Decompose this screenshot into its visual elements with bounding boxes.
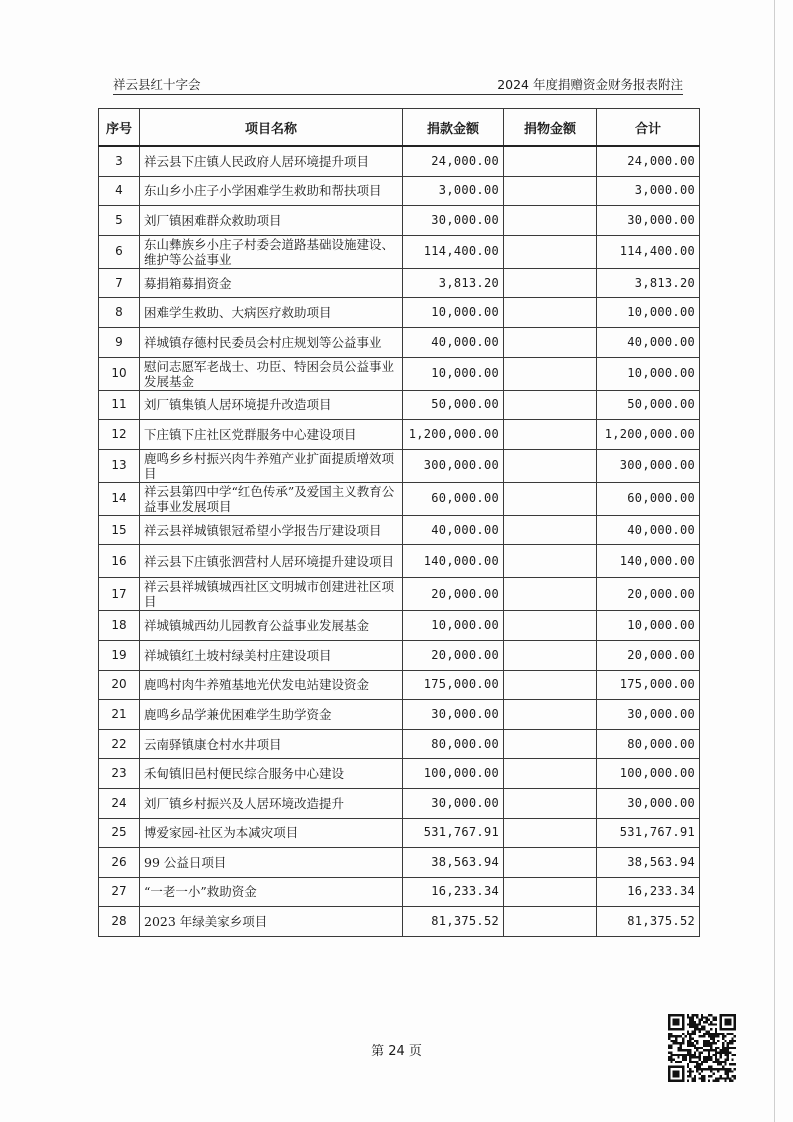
row-number: 12 [99,420,140,450]
table-row [99,818,700,848]
total-amount: 30,000.00 [597,206,700,236]
goods-amount [504,611,597,641]
row-number: 26 [99,848,140,878]
cash-amount: 30,000.00 [403,206,504,236]
col-header-goods: 捐物金额 [504,109,597,147]
total-amount: 3,813.20 [597,268,700,298]
goods-amount [504,176,597,206]
goods-amount [504,578,597,611]
project-name: 东山彝族乡小庄子村委会道路基础设施建设、维护等公益事业 [140,235,403,268]
goods-amount [504,848,597,878]
project-name: 祥云县第四中学“红色传承”及爱国主义教育公益事业发展项目 [140,482,403,515]
row-number: 14 [99,482,140,515]
project-name: 慰问志愿军老战士、功臣、特困会员公益事业发展基金 [140,357,403,390]
goods-amount [504,515,597,545]
project-name: 祥城镇红土坡村绿美村庄建设项目 [140,640,403,670]
total-amount: 300,000.00 [597,449,700,482]
cash-amount: 38,563.94 [403,848,504,878]
total-amount: 40,000.00 [597,327,700,357]
row-number: 18 [99,611,140,641]
total-amount: 140,000.00 [597,545,700,578]
table-row [99,206,700,236]
table-row [99,146,700,176]
project-name: 博爱家园-社区为本减灾项目 [140,818,403,848]
row-number: 8 [99,298,140,328]
row-number: 21 [99,700,140,730]
cash-amount: 531,767.91 [403,818,504,848]
table-row [99,515,700,545]
goods-amount [504,818,597,848]
table-row [99,390,700,420]
table-header-row [99,109,700,147]
total-amount: 114,400.00 [597,235,700,268]
row-number: 20 [99,670,140,700]
table-row [99,578,700,611]
scan-edge-line [774,0,775,1122]
table-row [99,176,700,206]
table-row [99,449,700,482]
cash-amount: 40,000.00 [403,327,504,357]
row-number: 17 [99,578,140,611]
cash-amount: 10,000.00 [403,357,504,390]
goods-amount [504,729,597,759]
total-amount: 38,563.94 [597,848,700,878]
cash-amount: 10,000.00 [403,611,504,641]
row-number: 3 [99,146,140,176]
table-row [99,235,700,268]
table-row [99,729,700,759]
table-row [99,848,700,878]
table-row [99,545,700,578]
project-name: 东山乡小庄子小学困难学生救助和帮扶项目 [140,176,403,206]
project-name: 募捐箱募捐资金 [140,268,403,298]
row-number: 19 [99,640,140,670]
row-number: 13 [99,449,140,482]
cash-amount: 40,000.00 [403,515,504,545]
project-name: 祥云县祥城镇银冠希望小学报告厅建设项目 [140,515,403,545]
goods-amount [504,390,597,420]
project-name: 鹿鸣乡乡村振兴肉牛养殖产业扩面提质增效项目 [140,449,403,482]
row-number: 15 [99,515,140,545]
goods-amount [504,298,597,328]
col-header-no: 序号 [99,109,140,147]
total-amount: 10,000.00 [597,357,700,390]
goods-amount [504,788,597,818]
goods-amount [504,670,597,700]
row-number: 23 [99,759,140,789]
total-amount: 60,000.00 [597,482,700,515]
cash-amount: 30,000.00 [403,788,504,818]
total-amount: 10,000.00 [597,298,700,328]
project-name: 刘厂镇困难群众救助项目 [140,206,403,236]
table-row [99,700,700,730]
project-name: 祥云县下庄镇人民政府人居环境提升项目 [140,146,403,176]
row-number: 11 [99,390,140,420]
project-name: 云南驿镇康仓村水井项目 [140,729,403,759]
project-name: 困难学生救助、大病医疗救助项目 [140,298,403,328]
table-row [99,268,700,298]
project-name: 下庄镇下庄社区党群服务中心建设项目 [140,420,403,450]
page-header [113,72,683,95]
row-number: 16 [99,545,140,578]
table-row [99,788,700,818]
cash-amount: 50,000.00 [403,390,504,420]
row-number: 22 [99,729,140,759]
row-number: 10 [99,357,140,390]
project-name: 祥云县祥城镇城西社区文明城市创建进社区项目 [140,578,403,611]
row-number: 4 [99,176,140,206]
project-name: 祥城镇存德村民委员会村庄规划等公益事业 [140,327,403,357]
project-name: 祥云县下庄镇张泗营村人居环境提升建设项目 [140,545,403,578]
cash-amount: 140,000.00 [403,545,504,578]
project-name: 禾甸镇旧邑村便民综合服务中心建设 [140,759,403,789]
total-amount: 16,233.34 [597,877,700,907]
table-row [99,670,700,700]
col-header-name: 项目名称 [140,109,403,147]
cash-amount: 30,000.00 [403,700,504,730]
cash-amount: 20,000.00 [403,640,504,670]
cash-amount: 81,375.52 [403,907,504,937]
row-number: 27 [99,877,140,907]
col-header-total: 合计 [597,109,700,147]
project-name: 刘厂镇集镇人居环境提升改造项目 [140,390,403,420]
donation-table [98,108,700,937]
total-amount: 81,375.52 [597,907,700,937]
goods-amount [504,420,597,450]
total-amount: 50,000.00 [597,390,700,420]
total-amount: 175,000.00 [597,670,700,700]
goods-amount [504,482,597,515]
table-row [99,611,700,641]
table-row [99,298,700,328]
qr-code-icon [668,1014,736,1082]
row-number: 25 [99,818,140,848]
table-row [99,327,700,357]
goods-amount [504,545,597,578]
table-row [99,357,700,390]
table-row [99,420,700,450]
cash-amount: 300,000.00 [403,449,504,482]
goods-amount [504,907,597,937]
row-number: 9 [99,327,140,357]
row-number: 6 [99,235,140,268]
row-number: 24 [99,788,140,818]
project-name: 99 公益日项目 [140,848,403,878]
goods-amount [504,759,597,789]
col-header-cash: 捐款金额 [403,109,504,147]
goods-amount [504,327,597,357]
table-row [99,482,700,515]
project-name: 鹿鸣村肉牛养殖基地光伏发电站建设资金 [140,670,403,700]
total-amount: 3,000.00 [597,176,700,206]
cash-amount: 114,400.00 [403,235,504,268]
page-number: 第 24 页 [371,1044,422,1059]
total-amount: 30,000.00 [597,788,700,818]
project-name: “一老一小”救助资金 [140,877,403,907]
cash-amount: 3,813.20 [403,268,504,298]
cash-amount: 16,233.34 [403,877,504,907]
total-amount: 24,000.00 [597,146,700,176]
goods-amount [504,206,597,236]
goods-amount [504,146,597,176]
row-number: 7 [99,268,140,298]
goods-amount [504,235,597,268]
table-row [99,907,700,937]
project-name: 2023 年绿美家乡项目 [140,907,403,937]
goods-amount [504,268,597,298]
row-number: 28 [99,907,140,937]
cash-amount: 10,000.00 [403,298,504,328]
table-row [99,759,700,789]
goods-amount [504,640,597,670]
project-name: 祥城镇城西幼儿园教育公益事业发展基金 [140,611,403,641]
total-amount: 30,000.00 [597,700,700,730]
project-name: 刘厂镇乡村振兴及人居环境改造提升 [140,788,403,818]
cash-amount: 3,000.00 [403,176,504,206]
goods-amount [504,700,597,730]
total-amount: 80,000.00 [597,729,700,759]
cash-amount: 80,000.00 [403,729,504,759]
total-amount: 20,000.00 [597,640,700,670]
cash-amount: 24,000.00 [403,146,504,176]
cash-amount: 100,000.00 [403,759,504,789]
total-amount: 1,200,000.00 [597,420,700,450]
cash-amount: 60,000.00 [403,482,504,515]
table-row [99,877,700,907]
total-amount: 531,767.91 [597,818,700,848]
goods-amount [504,877,597,907]
total-amount: 40,000.00 [597,515,700,545]
total-amount: 100,000.00 [597,759,700,789]
total-amount: 10,000.00 [597,611,700,641]
row-number: 5 [99,206,140,236]
project-name: 鹿鸣乡品学兼优困难学生助学资金 [140,700,403,730]
cash-amount: 175,000.00 [403,670,504,700]
cash-amount: 20,000.00 [403,578,504,611]
goods-amount [504,357,597,390]
goods-amount [504,449,597,482]
cash-amount: 1,200,000.00 [403,420,504,450]
header-organization: 祥云县红十字会 [113,77,201,92]
total-amount: 20,000.00 [597,578,700,611]
table-row [99,640,700,670]
header-document-title: 2024 年度捐赠资金财务报表附注 [497,77,683,92]
